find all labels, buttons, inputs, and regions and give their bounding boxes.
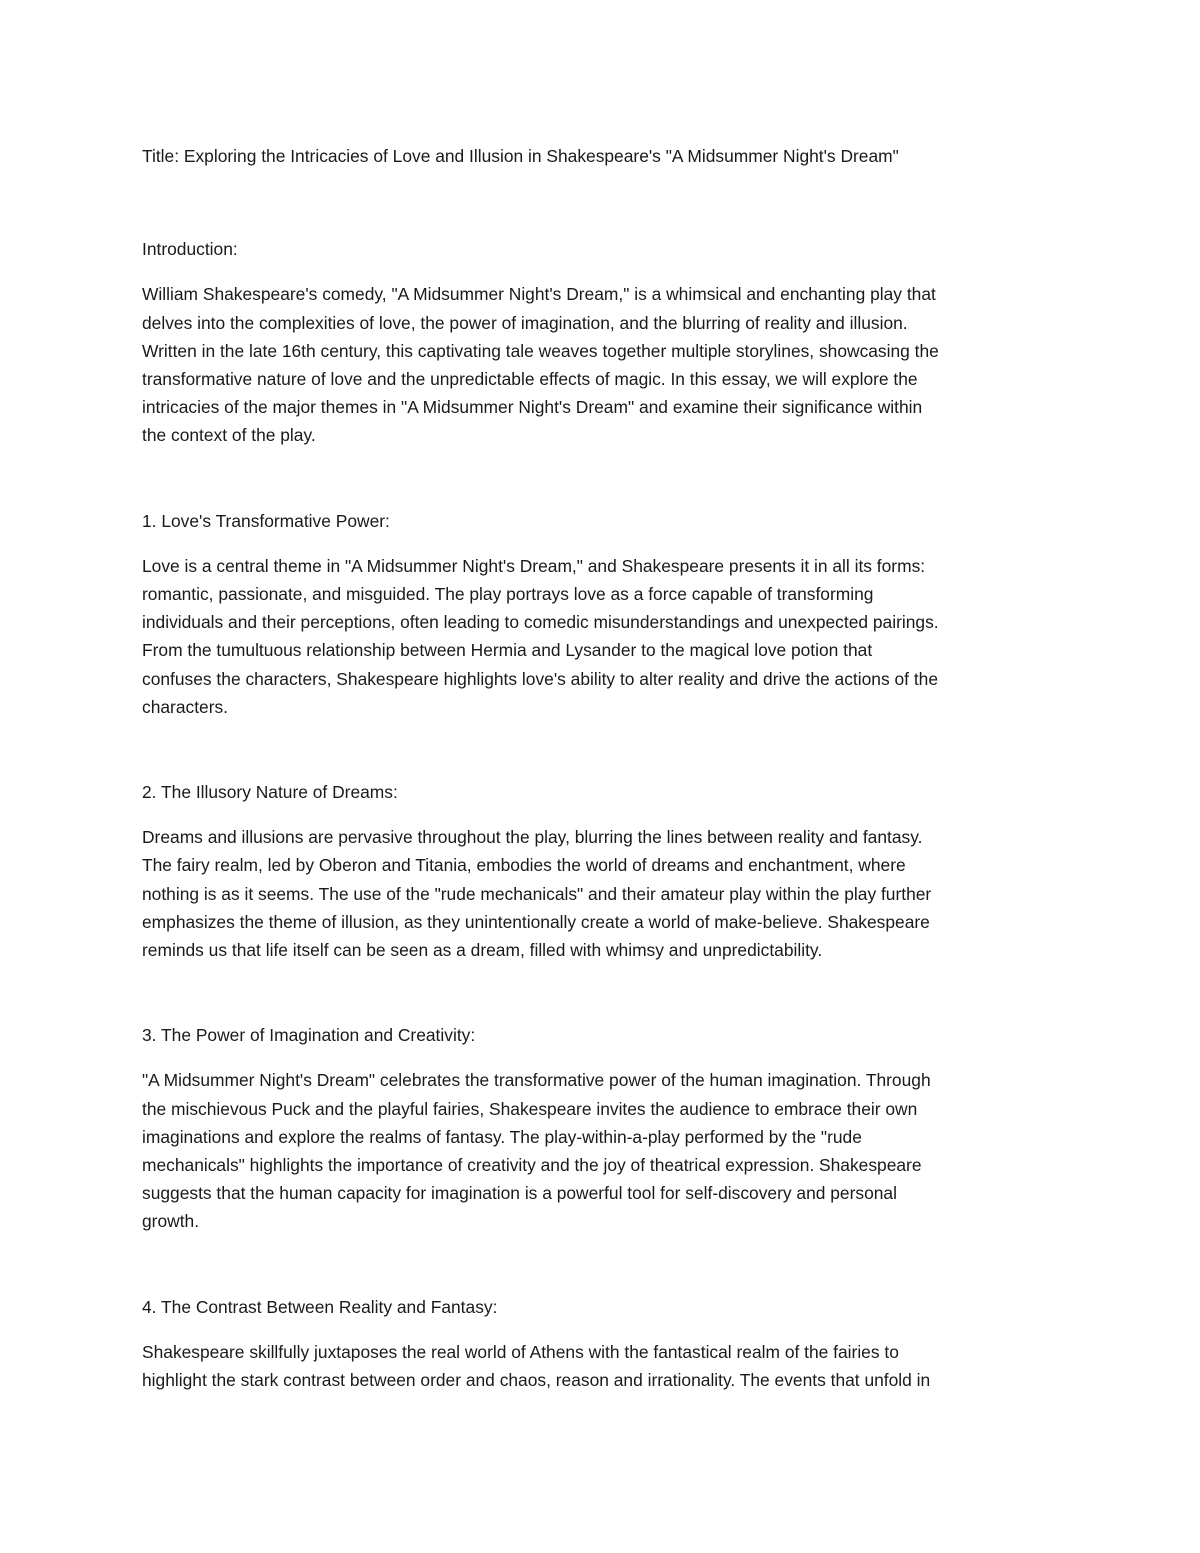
section-heading: 3. The Power of Imagination and Creativity: bbox=[142, 1025, 476, 1046]
paragraph-line: reminds us that life itself can be seen as a dream, filled with whimsy and unpredictability. bbox=[142, 940, 823, 961]
paragraph-line: The fairy realm, led by Oberon and Titania, embodies the world of dreams and enchantment, where bbox=[142, 855, 906, 876]
document-title: Title: Exploring the Intricacies of Love and Illusion in Shakespeare's "A Midsummer Night's Dream" bbox=[142, 146, 899, 166]
paragraph-line: growth. bbox=[142, 1211, 200, 1232]
paragraph-line: "A Midsummer Night's Dream" celebrates the transformative power of the human imagination. Through bbox=[142, 1070, 931, 1091]
paragraph-line: emphasizes the theme of illusion, as they unintentionally create a world of make-believe. Shakespeare bbox=[142, 911, 930, 932]
paragraph-line: Shakespeare skillfully juxtaposes the real world of Athens with the fantastical realm of the fairies to bbox=[142, 1341, 899, 1362]
paragraph-line: William Shakespeare's comedy, "A Midsummer Night's Dream," is a whimsical and enchanting play that bbox=[142, 284, 936, 305]
paragraph-line: highlight the stark contrast between order and chaos, reason and irrationality. The events that unfold in bbox=[142, 1370, 931, 1391]
section-loves-transformative-power bbox=[142, 507, 1067, 721]
paragraph-line: the context of the play. bbox=[142, 425, 316, 446]
paragraph-line: Dreams and illusions are pervasive throughout the play, blurring the lines between reality and fantasy. bbox=[142, 827, 923, 848]
paragraph-line: romantic, passionate, and misguided. The play portrays love as a force capable of transforming bbox=[142, 584, 874, 605]
paragraph-line: delves into the complexities of love, the power of imagination, and the blurring of reality and illusion. bbox=[142, 312, 908, 333]
section-power-of-imagination bbox=[142, 1021, 1067, 1235]
section-heading: 4. The Contrast Between Reality and Fantasy: bbox=[142, 1296, 498, 1317]
document-body bbox=[142, 142, 1067, 1394]
paragraph-line: mechanicals" highlights the importance of creativity and the joy of theatrical expression. Shakespeare bbox=[142, 1155, 922, 1176]
section-heading: 1. Love's Transformative Power: bbox=[142, 510, 390, 531]
introduction-section bbox=[142, 235, 1067, 449]
paragraph-line: transformative nature of love and the unpredictable effects of magic. In this essay, we will explore the bbox=[142, 369, 918, 390]
paragraph-line: imaginations and explore the realms of fantasy. The play-within-a-play performed by the "rude bbox=[142, 1126, 862, 1147]
introduction-heading: Introduction: bbox=[142, 239, 238, 260]
section-heading: 2. The Illusory Nature of Dreams: bbox=[142, 782, 398, 803]
paragraph-line: Written in the late 16th century, this captivating tale weaves together multiple storylines, showcasing the bbox=[142, 340, 939, 361]
paragraph-line: the mischievous Puck and the playful fairies, Shakespeare invites the audience to embrace their own bbox=[142, 1098, 918, 1119]
paragraph-line: individuals and their perceptions, often leading to comedic misunderstandings and unexpected pairings. bbox=[142, 612, 939, 633]
section-reality-vs-fantasy bbox=[142, 1293, 1067, 1395]
paragraph-line: intricacies of the major themes in "A Midsummer Night's Dream" and examine their significance within bbox=[142, 397, 923, 418]
paragraph-line: confuses the characters, Shakespeare highlights love's ability to alter reality and drive the actions of the bbox=[142, 668, 939, 689]
paragraph-line: characters. bbox=[142, 696, 229, 717]
paragraph-line: nothing is as it seems. The use of the "rude mechanicals" and their amateur play within the play further bbox=[142, 883, 932, 904]
paragraph-line: Love is a central theme in "A Midsummer Night's Dream," and Shakespeare presents it in all its forms: bbox=[142, 555, 926, 576]
paragraph-line: From the tumultuous relationship between Hermia and Lysander to the magical love potion that bbox=[142, 640, 873, 661]
section-illusory-nature-of-dreams bbox=[142, 778, 1067, 964]
paragraph-line: suggests that the human capacity for imagination is a powerful tool for self-discovery and personal bbox=[142, 1183, 897, 1204]
